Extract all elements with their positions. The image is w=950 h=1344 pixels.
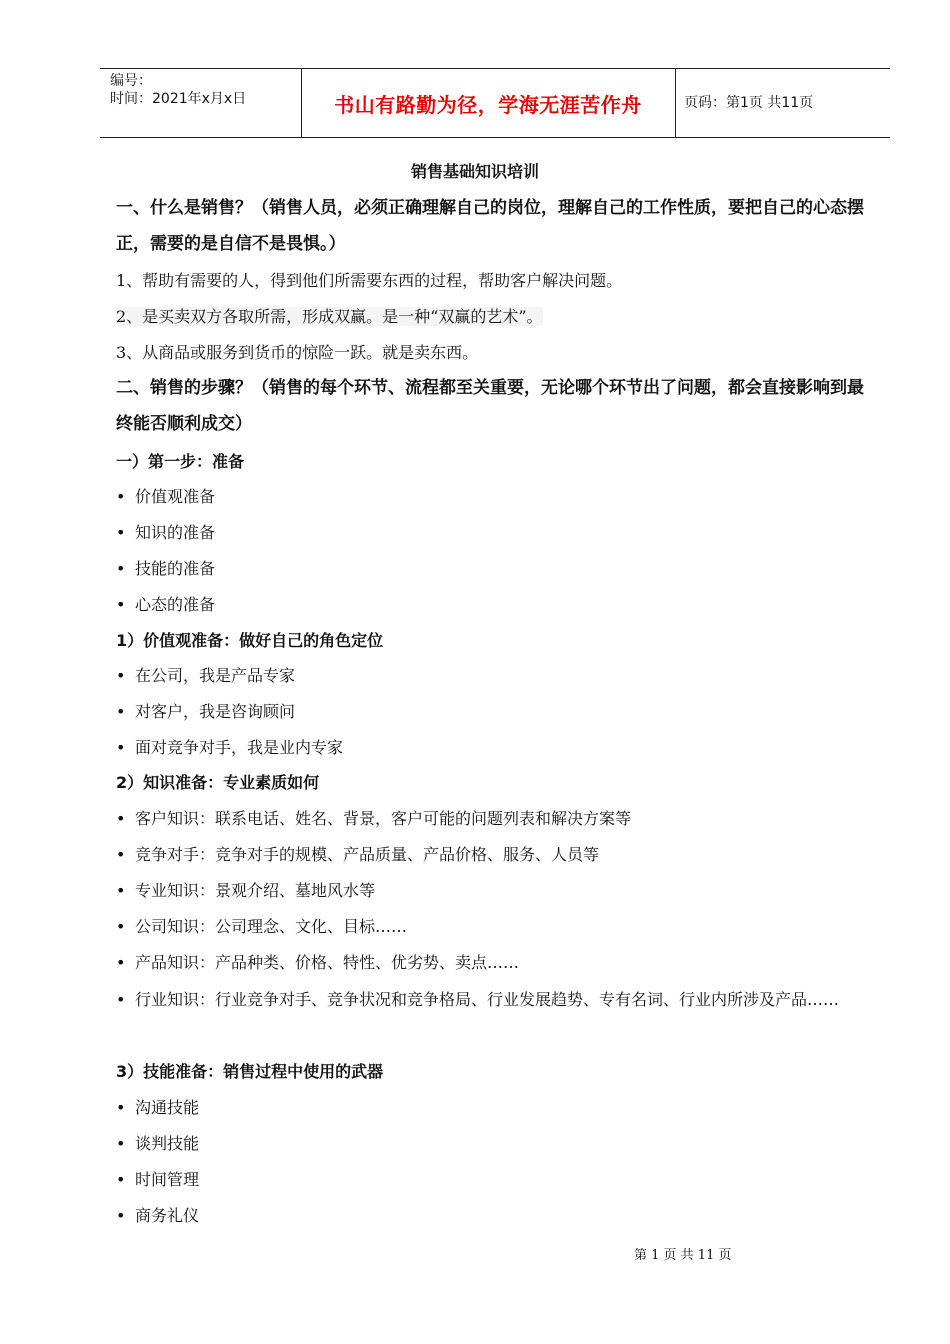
step1-heading: 一）第一步：准备 (116, 452, 245, 471)
header-meta-cell (100, 69, 302, 137)
section1-item-3: 3、从商品或服务到货币的惊险一跃。就是卖东西。 (116, 343, 479, 362)
list-item: • 技能的准备 (116, 559, 216, 578)
list-item: • 商务礼仪 (116, 1206, 200, 1225)
section1-item-2-text: 2、是买卖双方各取所需，形成双赢。是一种“双赢的艺术”。 (116, 307, 543, 326)
section2-heading: 二、销售的步骤？（销售的每个环节、流程都至关重要，无论哪个环节出了问题，都会直接影响到最终能否顺利成交） (116, 378, 864, 434)
section1-item-1: 1、帮助有需要的人，得到他们所需要东西的过程，帮助客户解决问题。 (116, 271, 623, 290)
list-item: • 在公司，我是产品专家 (116, 666, 296, 685)
list-item: • 沟通技能 (116, 1098, 200, 1117)
sub1-heading: 1）价值观准备：做好自己的角色定位 (116, 631, 384, 650)
list-item: • 行业知识：行业竞争对手、竞争状况和竞争格局、行业发展趋势、专有名词、行业内所涉及产品…… (116, 990, 840, 1009)
sub3-heading: 3）技能准备：销售过程中使用的武器 (116, 1062, 384, 1081)
list-item: • 竞争对手：竞争对手的规模、产品质量、产品价格、服务、人员等 (116, 845, 600, 864)
page-header (100, 68, 890, 138)
time-label: 时间：2021年x月x日 (110, 91, 247, 107)
list-item: • 心态的准备 (116, 595, 216, 614)
header-motto-cell (301, 69, 676, 137)
list-item: • 公司知识：公司理念、文化、目标…… (116, 917, 408, 936)
doc-title: 销售基础知识培训 (410, 162, 539, 181)
list-item: • 时间管理 (116, 1170, 200, 1189)
page-info: 页码：第1页 共11页 (684, 95, 814, 111)
list-item: • 对客户，我是咨询顾问 (116, 702, 296, 721)
list-item: • 客户知识：联系电话、姓名、背景，客户可能的问题列表和解决方案等 (116, 809, 632, 828)
sub2-heading: 2）知识准备：专业素质如何 (116, 773, 320, 792)
page-footer: 第 1 页 共 11 页 (634, 1248, 732, 1263)
header-page-cell (676, 69, 890, 137)
list-item: • 专业知识：景观介绍、墓地风水等 (116, 881, 376, 900)
section1-heading: 一、什么是销售？（销售人员，必须正确理解自己的岗位，理解自己的工作性质，要把自己的心态摆正，需要的是自信不是畏惧。） (116, 198, 864, 254)
list-item: • 面对竞争对手，我是业内专家 (116, 738, 344, 757)
motto: 书山有路勤为径，学海无涯苦作舟 (334, 92, 642, 117)
list-item: • 知识的准备 (116, 523, 216, 542)
list-item: • 产品知识：产品种类、价格、特性、优劣势、卖点…… (116, 953, 520, 972)
serial-label: 编号： (110, 73, 152, 89)
list-item: • 价值观准备 (116, 487, 216, 506)
list-item: • 谈判技能 (116, 1134, 200, 1153)
section1-item-2 (116, 299, 878, 335)
